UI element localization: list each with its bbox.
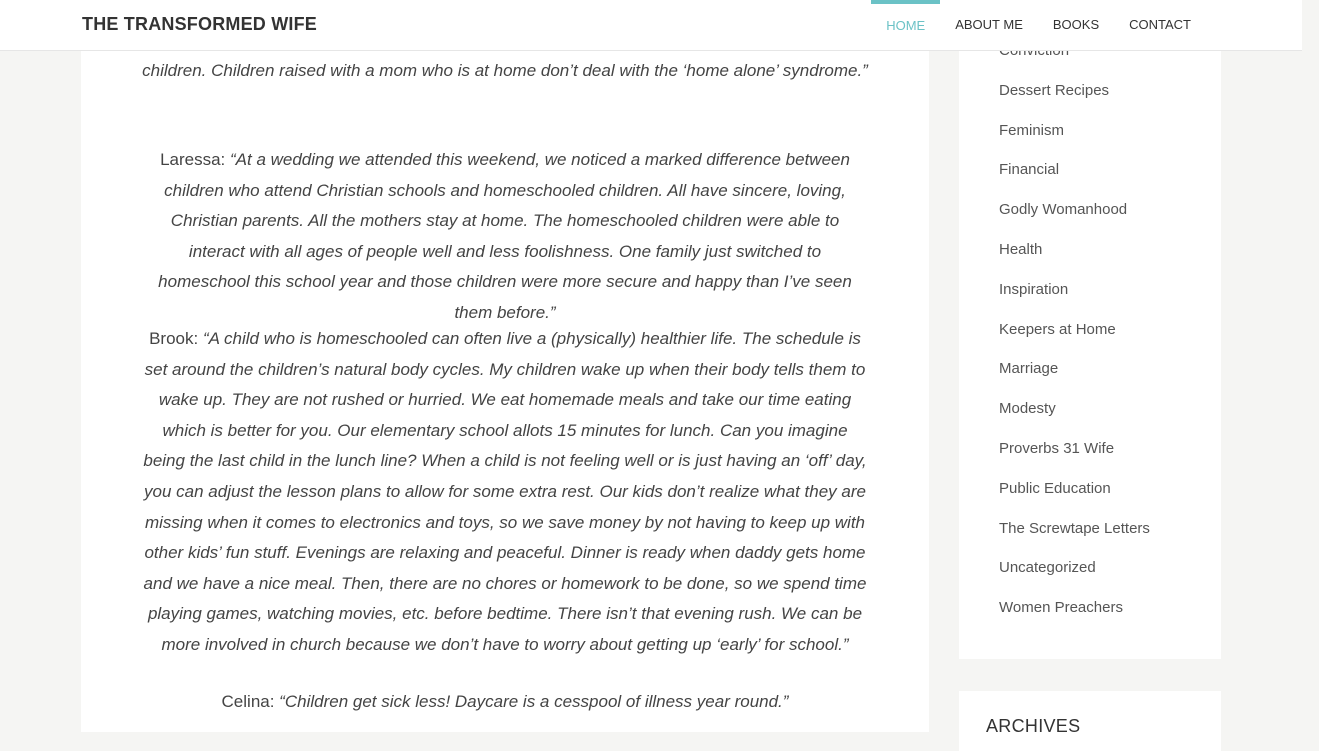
quote-text: “Children get sick less! Daycare is a cesspool of illness year round.” <box>279 692 789 711</box>
category-link-public-education[interactable]: Public Education <box>999 479 1111 497</box>
main-navigation <box>871 0 1206 50</box>
nav-contact[interactable]: CONTACT <box>1129 17 1191 32</box>
quote-paragraph <box>141 56 869 87</box>
category-link-keepers-at-home[interactable]: Keepers at Home <box>999 320 1116 338</box>
category-link-women-preachers[interactable]: Women Preachers <box>999 599 1123 617</box>
nav-home[interactable]: HOME <box>871 0 940 50</box>
site-title[interactable]: THE TRANSFORMED WIFE <box>82 14 317 34</box>
category-link-screwtape-letters[interactable]: The Screwtape Letters <box>999 519 1150 537</box>
archives-widget-title: ARCHIVES <box>986 716 1081 736</box>
category-link-feminism[interactable]: Feminism <box>999 121 1065 139</box>
quote-text: “A child who is homeschooled can often live a (physically) healthier life. The schedule is set around the children’s natural body cycles. My children wake up when their body tells them to wake up. They are not rushed or hurried. We eat homemade meals and take our time eating which is better for you. Our elementary school allots 15 minutes for lunch. Can you imagine being the last child in the lunch line? When a child is not feeling well or is just having an ‘off’ day, you can adjust the lesson plans to allow for some extra rest. Our kids don’t realize what they are missing when it comes to electronics and toys, so we save money by not having to keep up with other kids’ fun stuff. Evenings are relaxing and peaceful. Dinner is ready when daddy gets home and we have a nice meal. Then, there are no chores or homework to be done, so we spend time playing games, watching movies, etc. before bedtime. There isn’t that evening rush. We can be more involved in church because we don’t have to worry about getting up ‘early’ for school.” <box>143 329 867 654</box>
archives-widget <box>959 691 1221 751</box>
quote-speaker: Celina: <box>221 692 280 711</box>
quote-speaker: Laressa: <box>160 150 230 169</box>
category-list <box>999 31 1181 628</box>
category-link-health[interactable]: Health <box>999 240 1043 258</box>
categories-widget <box>959 0 1221 659</box>
article-content-area <box>81 0 929 732</box>
quote-paragraph <box>141 324 869 661</box>
category-link-godly-womanhood[interactable]: Godly Womanhood <box>999 201 1128 219</box>
category-link-modesty[interactable]: Modesty <box>999 400 1056 418</box>
category-link-inspiration[interactable]: Inspiration <box>999 280 1069 298</box>
quote-speaker: Brook: <box>149 329 203 348</box>
category-link-marriage[interactable]: Marriage <box>999 360 1059 378</box>
category-link-proverbs-31-wife[interactable]: Proverbs 31 Wife <box>999 439 1115 457</box>
quote-paragraph <box>141 687 869 718</box>
category-link-financial[interactable]: Financial <box>999 161 1060 179</box>
category-link-dessert-recipes[interactable]: Dessert Recipes <box>999 81 1110 99</box>
category-link-uncategorized[interactable]: Uncategorized <box>999 559 1096 577</box>
quote-text: children. Children raised with a mom who is at home don’t deal with the ‘home alone’ syndrome.” <box>142 61 868 80</box>
quote-paragraph <box>141 145 869 329</box>
nav-books[interactable]: BOOKS <box>1052 17 1100 32</box>
quote-text: “At a wedding we attended this weekend, we noticed a marked difference between children who attend Christian schools and homeschooled children. All have sincere, loving, Christian parents. All the mothers stay at home. The homeschooled children were able to interact with all ages of people well and less foolishness. One family just switched to homeschool this school year and those children were more secure and happy than I’ve seen them before.” <box>158 150 852 322</box>
nav-about-me[interactable]: ABOUT ME <box>955 17 1023 32</box>
site-header <box>0 0 1302 51</box>
